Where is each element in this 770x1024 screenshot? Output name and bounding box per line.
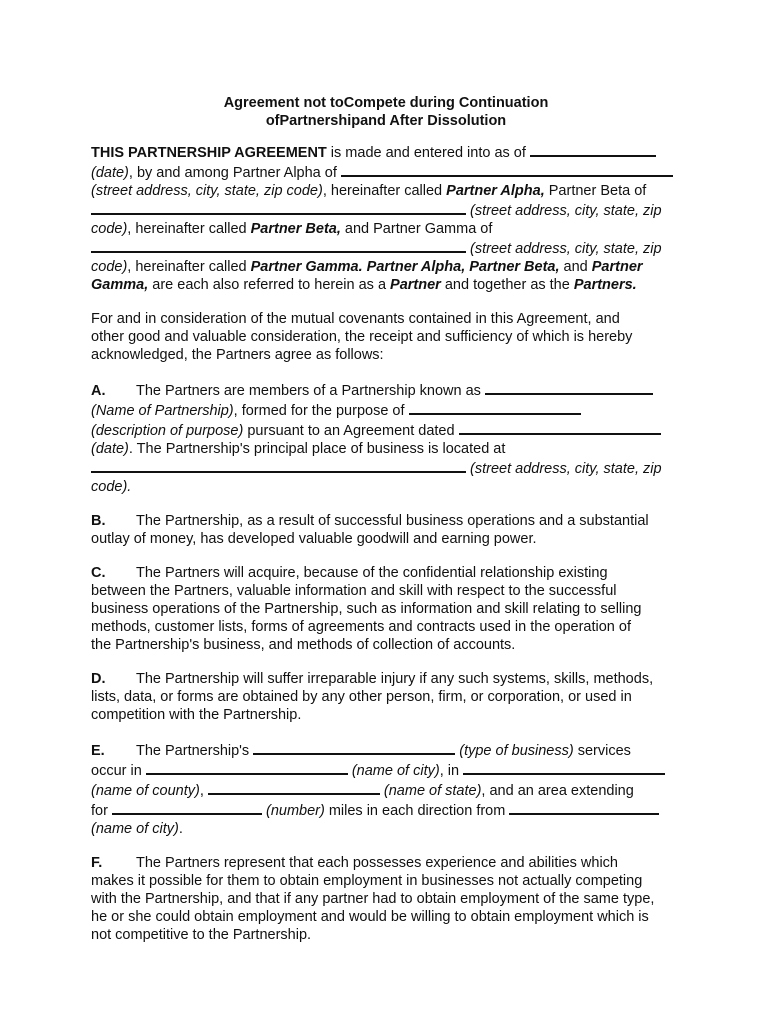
city-blank[interactable]	[146, 760, 348, 775]
beta-address-blank[interactable]	[91, 200, 466, 215]
county-blank[interactable]	[463, 760, 665, 775]
recital-f: F. The Partners represent that each possesses experience and abilities which makes it possible for them to obtain employment in businesses not actually competing with the Partnership, and that if any partner had to obtain employment of the same type, he or she could obtain employment and would be willing to obtain employment which is not competitive to the Partnership.	[91, 855, 655, 943]
business-type-blank[interactable]	[253, 740, 455, 755]
title-line-1: Agreement not toCompete during Continuation	[223, 95, 549, 111]
miles-number-blank[interactable]	[112, 800, 262, 815]
recital-d: D. The Partnership will suffer irreparable injury if any such systems, skills, methods, lists, data, or forms are obtained by any other person, firm, or corporation, or used in competition with the Partnership.	[91, 671, 654, 723]
state-blank[interactable]	[208, 780, 380, 795]
consideration-paragraph: For and in consideration of the mutual covenants contained in this Agreement, and other good and valuable consideration, the receipt and sufficiency of which is hereby acknowledged, the Partners agree as follows:	[91, 311, 633, 363]
principal-address-blank[interactable]	[91, 458, 466, 473]
partnership-name-blank[interactable]	[485, 380, 653, 395]
document-title	[91, 94, 681, 130]
recital-c: C. The Partners will acquire, because of the confidential relationship existing between the Partners, valuable information and skill with respect to the successful business operations of the Partnership, such as information and skill relating to selling methods, customer lists, forms of agreements and contracts used in the operation of the Partnership's business, and methods of collection of accounts.	[91, 565, 642, 653]
document-page	[91, 94, 681, 960]
date-blank[interactable]	[530, 142, 656, 157]
purpose-blank[interactable]	[409, 400, 581, 415]
recital-e: E. The Partnership's (type of business) services occur in (name of city), in (name of county), (name of state), and an area extending for (number) miles in each direction from (name of city).	[91, 740, 681, 838]
recital-a: A. The Partners are members of a Partnership known as (Name of Partnership), formed for the purpose of (description of purpose) pursuant to an Agreement dated (date). The Partnership's principal place of business is located at (street address, city, state, zip code).	[91, 380, 681, 496]
recital-b: B. The Partnership, as a result of successful business operations and a substantial outlay of money, has developed valuable goodwill and earning power.	[91, 513, 649, 547]
title-line-2: ofPartnershipand After Dissolution	[265, 113, 507, 129]
intro-paragraph: THIS PARTNERSHIP AGREEMENT is made and entered into as of (date), by and among Partner Alpha of (street address, city, state, zip code), hereinafter called Partner Alpha, Partner Beta of (street address, city, state, zip code), hereinafter called Partner Beta, and Partner Gamma of (street address, city, state, zip code), hereinafter called Partner Gamma. Partner Alpha, Partner Beta, and Partner Gamma, are each also referred to herein as a Partner and together as the Partners.	[91, 142, 681, 294]
origin-city-blank[interactable]	[509, 800, 659, 815]
gamma-address-blank[interactable]	[91, 238, 466, 253]
agreement-date-blank[interactable]	[459, 420, 661, 435]
alpha-address-blank[interactable]	[341, 162, 673, 177]
